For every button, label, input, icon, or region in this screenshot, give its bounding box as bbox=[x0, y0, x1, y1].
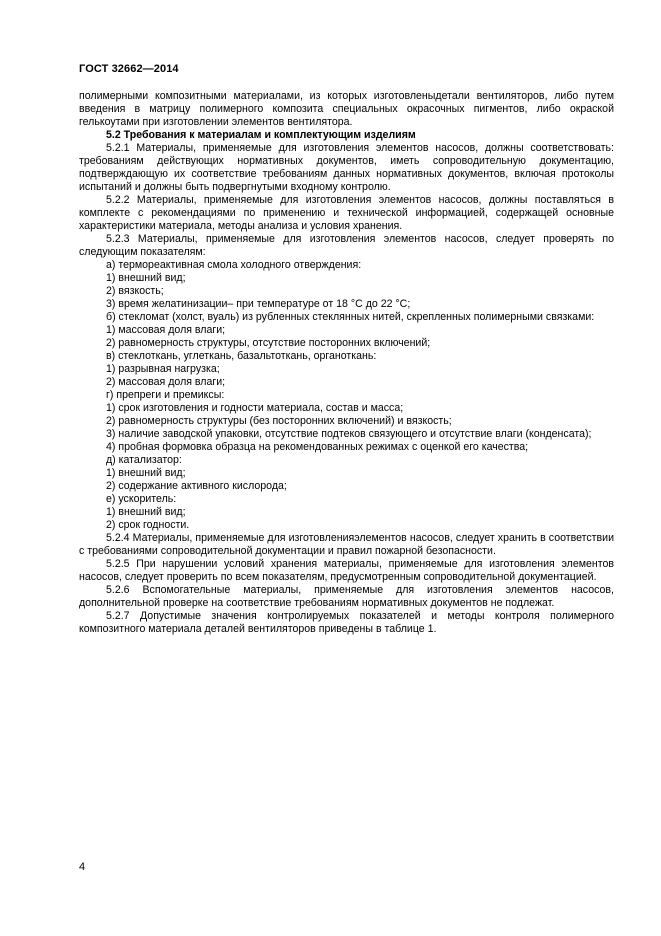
list-item: 3) наличие заводской упаковки, отсутствие подтеков связующего и отсутствие влаги (конденсата); bbox=[106, 428, 592, 440]
list-item: 1) внешний вид; bbox=[106, 467, 186, 479]
list-item: 3) время желатинизации– при температуре от 18 °С до 22 °С; bbox=[106, 298, 411, 310]
list-item: 2) равномерность структуры (без посторонних включений) и вязкость; bbox=[106, 415, 452, 427]
list-item: 1) массовая доля влаги; bbox=[106, 324, 226, 336]
paragraph: 5.2.4 Материалы, применяемые для изготовленияэлементов насосов, следует хранить в соответствии с требованиями сопроводительной документации и правил пожарной безопасности. bbox=[79, 532, 614, 557]
paragraph: 5.2.7 Допустимые значения контролируемых показателей и методы контроля полимерного композитного материала деталей вентиляторов приведены в таблице 1. bbox=[79, 610, 614, 635]
paragraph: 5.2.3 Материалы, применяемые для изготовления элементов насосов, следует проверять по следующим показателям: bbox=[79, 233, 614, 258]
list-item: 2) равномерность структуры, отсутствие посторонних включений; bbox=[106, 337, 431, 349]
paragraph: 5.2.5 При нарушении условий хранения материалы, применяемые для изготовления элементов насосов, следует проверить по всем показателям, предусмотренным сопроводительной документацией. bbox=[79, 558, 614, 583]
paragraph: полимерными композитными материалами, из которых изготовленыдетали вентиляторов, либо путем введения в матрицу полимерного композита специальных окрасочных пигментов, либо окраской гелькоутами при изготовлении элементов вентилятора. bbox=[79, 90, 614, 128]
paragraph: 5.2.1 Материалы, применяемые для изготовления элементов насосов, должны соответствовать: требованиям действующих нормативных документов, иметь сопроводительную документацию, подтверждающую их соответствие требованиям данных нормативных документов, включая протоколы испытаний и должны быть подвергнутыми входному контролю. bbox=[79, 142, 614, 193]
list-item: 1) внешний вид; bbox=[106, 272, 186, 284]
section-heading: 5.2 Требования к материалам и комплектующим изделиям bbox=[106, 129, 416, 141]
list-item: 4) пробная формовка образца на рекомендованных режимах с оценкой его качества; bbox=[106, 441, 529, 453]
list-item: 2) массовая доля влаги; bbox=[106, 376, 226, 388]
list-item: а) термореактивная смола холодного отверждения: bbox=[106, 259, 362, 271]
list-item: 1) разрывная нагрузка; bbox=[106, 363, 220, 375]
paragraph: 5.2.2 Материалы, применяемые для изготовления элементов насосов, должны поставляться в комплекте с рекомендациями по применению и технической информацией, содержащей основные характеристики материала, методы анализа и условия хранения. bbox=[79, 194, 614, 232]
list-item: д) катализатор: bbox=[106, 454, 182, 466]
list-item: е) ускоритель: bbox=[106, 493, 177, 505]
paragraph: 5.2.6 Вспомогательные материалы, применяемые для изготовления элементов насосов, дополнительной проверке на соответствие требованиям нормативных документов не подлежат. bbox=[79, 584, 614, 609]
list-item: г) препреги и премиксы: bbox=[106, 389, 225, 401]
list-item: 2) срок годности. bbox=[106, 519, 190, 531]
page-number: 4 bbox=[79, 861, 86, 873]
list-item: 1) срок изготовления и годности материала, состав и масса; bbox=[106, 402, 404, 414]
document-header: ГОСТ 32662—2014 bbox=[79, 63, 179, 75]
list-item: б) стекломат (холст, вуаль) из рубленных стеклянных нитей, скрепленных полимерными связками: bbox=[106, 311, 595, 323]
list-item: 1) внешний вид; bbox=[106, 506, 186, 518]
document-body bbox=[79, 90, 614, 636]
list-item: 2) содержание активного кислорода; bbox=[106, 480, 287, 492]
list-item: 2) вязкость; bbox=[106, 285, 164, 297]
list-item: в) стеклоткань, углеткань, базальтоткань, органоткань: bbox=[106, 350, 377, 362]
